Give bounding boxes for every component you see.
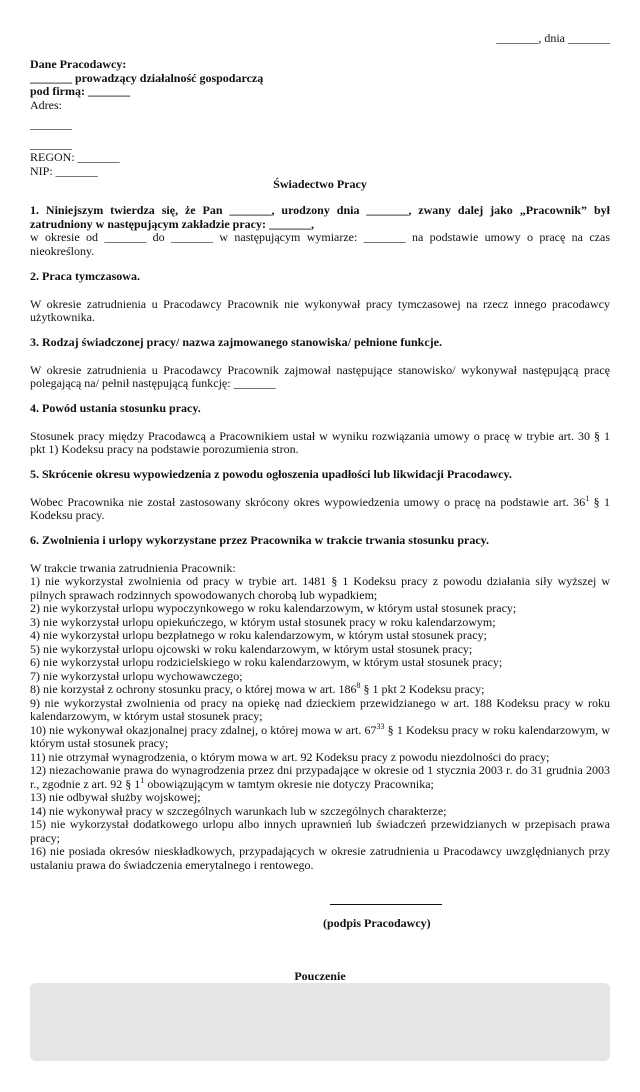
section-4 [30,402,610,457]
list-item: 11) nie otrzymał wynagrodzenia, o którym mowa w art. 92 Kodeksu pracy z powodu niezdolności do pracy; [30,749,550,764]
list-item: 12) niezachowanie prawa do wynagrodzenia przez dni przypadające w okresie od 1 stycznia 2003 r. do 31 grudnia 2003 r., zgodnie z art. 92 § $1^1$ obowiązującym w tamtym okresie nie dotyczy Pracownika; [30,763,610,791]
list-item: 8) nie korzystał z ochrony stosunku pracy, o której mowa w art. $186^8$ § 1 pkt 2 Kodeksu pracy; [30,681,485,696]
list-item: 2) nie wykorzystał urlopu wypoczynkowego w roku kalendarzowym, w którym ustał stosunek pracy; [30,601,517,615]
employer-address-line-2: _______ [30,136,72,151]
section-5-body: Wobec Pracownika nie został zastosowany skrócony okres wypowiedzenia umowy o pracę na podstawie art. $36^1$ § 1 Kodeksu pracy. [30,493,610,522]
employer-address-line-1: _______ [30,117,72,131]
list-item: 10) nie wykonywał okazjonalnej pracy zdalnej, o której mowa w art. $67^{33}$ § 1 Kodeksu pracy w roku kalendarzowym, w którym ustał stosunek pracy; [30,721,610,750]
section-2-heading: 2. Praca tymczasowa. [30,269,140,283]
section-6-list [30,562,610,873]
list-item: 7) nie wykorzystał urlopu wychowawczego; [30,668,243,683]
section-2 [30,270,610,325]
list-item: 16) nie posiada okresów nieskładkowych, przypadających w okresie zatrudnienia u Pracodawcy uwzględnianych przy ustalaniu prawa do świadczenia emerytalnego i rentowego. [30,844,610,872]
section-5 [30,468,610,523]
section-1 [30,204,610,258]
section-1-body: w okresie od _______ do _______ w następującym wymiarze: _______ na podstawie umowy o pracę na czas nieokreślony. [30,230,610,258]
list-item: 9) nie wykorzystał zwolnienia od pracy na opiekę nad dzieckiem przewidzianego w art. 188 Kodeksu pracy w roku kalendarzowym, w którym ustał stosunek pracy; [30,695,610,723]
list-item: 15) nie wykorzystał dodatkowego urlopu albo innych uprawnień lub świadczeń przewidzianych w przepisach prawa pracy; [30,817,610,845]
section-1-heading: 1. Niniejszym twierdza się, że Pan _______, urodzony dnia _______, zwany dalej jako „Pracownik” był zatrudniony w następującym zakładzie pracy: _______, [30,203,610,231]
section-3-body: W okresie zatrudnienia u Pracodawcy Pracownik zajmował następujące stanowisko/ wykonywał następującą pracę polegającą na/ pełnił następującą funkcję: _______ [30,362,610,390]
section-2-body: W okresie zatrudnienia u Pracodawcy Pracownik nie wykonywał pracy tymczasowej na rzecz innego pracodawcy użytkownika. [30,296,610,324]
section-6-heading: 6. Zwolnienia i urlopy wykorzystane przez Pracownika w trakcie trwania stosunku pracy. [30,533,489,547]
employer-address-label: Adres: [30,97,62,112]
signature-line [330,904,442,905]
employer-block [30,58,263,178]
date-line: _______, dnia _______ [496,31,610,45]
list-item: 14) nie wykonywał pracy w szczególnych warunkach lub w szczególnych charakterze; [30,803,447,818]
list-item: 4) nie wykorzystał urlopu bezpłatnego w roku kalendarzowym, w którym ustał stosunek pracy; [30,628,487,642]
employer-regon: REGON: _______ [30,150,120,164]
employer-business-line: _______ prowadzący działalność gospodarczą [30,70,264,85]
list-item: 5) nie wykorzystał urlopu ojcowski w roku kalendarzowym, w którym ustał stosunek pracy; [30,641,473,656]
signature-label: (podpis Pracodawcy) [323,916,431,930]
employer-nip: NIP: _______ [30,163,98,178]
list-item: 3) nie wykorzystał urlopu opiekuńczego, w którym ustał stosunek pracy w roku kalendarzowym; [30,614,496,629]
employer-label: Dane Pracodawcy: [30,57,127,71]
section-3-heading: 3. Rodzaj świadczonej pracy/ nazwa zajmowanego stanowiska/ pełnione funkcje. [30,335,442,349]
section-6-intro: W trakcie trwania zatrudnienia Pracownik: [30,560,236,575]
section-5-heading: 5. Skrócenie okresu wypowiedzenia z powodu ogłoszenia upadłości lub likwidacji Pracodawcy. [30,467,512,481]
document-title: Świadectwo Pracy [273,177,367,191]
employer-firm-line: pod firmą: _______ [30,84,130,98]
list-item: 6) nie wykorzystał urlopu rodzicielskiego w roku kalendarzowym, w którym ustał stosunek pracy; [30,655,503,669]
pouczenie-box [30,983,610,1061]
section-4-heading: 4. Powód ustania stosunku pracy. [30,401,201,415]
list-item: 13) nie odbywał służby wojskowej; [30,790,201,804]
pouczenie-heading: Pouczenie [294,969,346,983]
section-6 [30,534,610,872]
list-item: 1) nie wykorzystał zwolnienia od pracy w trybie art. 1481 § 1 Kodeksu pracy z powodu działania siły wyższej w pilnych sprawach rodzinnych spowodowanych chorobą lub wypadkiem; [30,574,610,602]
section-3 [30,336,610,391]
section-4-body: Stosunek pracy między Pracodawcą a Pracownikiem ustał w wyniku rozwiązania umowy o pracę w trybie art. 30 § 1 pkt 1) Kodeksu pracy na podstawie porozumienia stron. [30,428,610,456]
